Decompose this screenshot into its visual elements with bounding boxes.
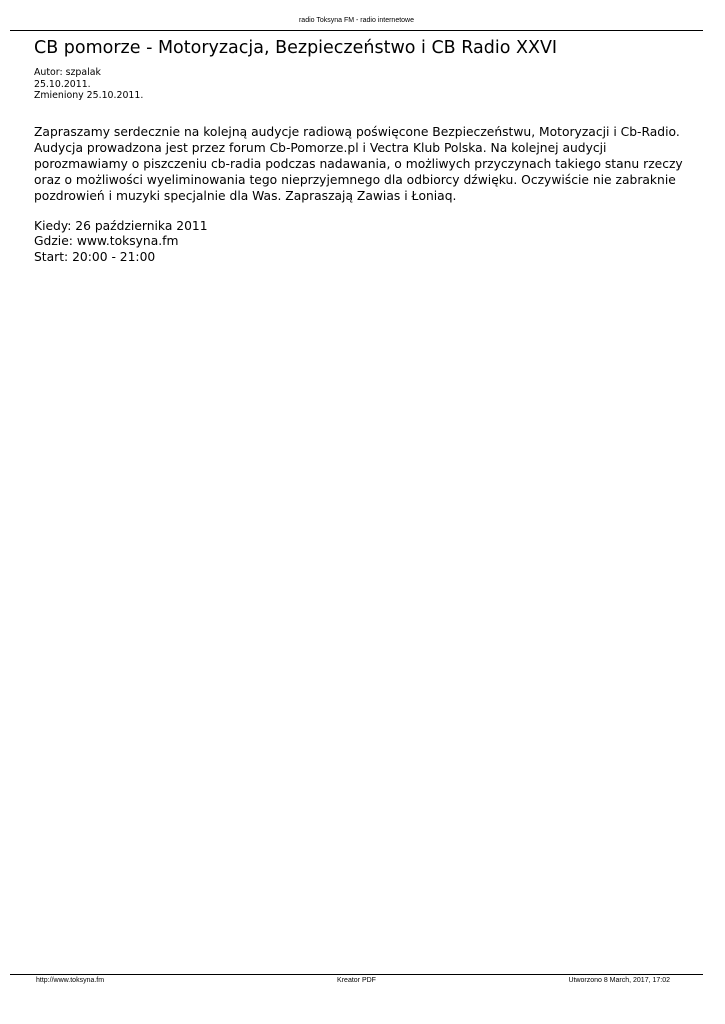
event-when: Kiedy: 26 października 2011 — [34, 218, 208, 233]
publish-date: 25.10.2011. — [34, 78, 91, 90]
footer-url: http://www.toksyna.fm — [36, 977, 105, 984]
event-where: Gdzie: www.toksyna.fm — [34, 234, 179, 248]
event-info — [34, 219, 699, 266]
article-body — [34, 124, 699, 204]
article — [34, 36, 699, 265]
event-start: Start: 20:00 - 21:00 — [34, 249, 156, 264]
page-header — [10, 14, 703, 31]
footer-created: Utworzono 8 March, 2017, 17:02 — [568, 977, 670, 984]
page-footer — [10, 974, 703, 987]
body-paragraph: Zapraszamy serdecznie na kolejną audycje radiową poświęcone Bezpieczeństwu, Motoryzacji i Cb-Radio. Audycja prowadzona jest przez forum Cb-Pomorze.pl i Vectra Klub Polska. Na kolejnej audycji porozmawiamy o piszczeniu cb-radia podczas nadawania, o możliwych przyczynach takiego stanu rzeczy oraz o możliwości wyeliminowania tego nieprzyjemnego dla odbiorcy dźwięku. Oczywiście nie zabraknie pozdrowień i muzyki specjalnie dla Was. Zapraszają Zawias i Łoniaq. — [34, 124, 683, 203]
modified-date: Zmieniony 25.10.2011. — [34, 90, 144, 101]
article-meta — [34, 67, 699, 102]
site-title: radio Toksyna FM - radio internetowe — [298, 17, 415, 24]
footer-generator: Kreator PDF — [337, 977, 376, 984]
article-title: CB pomorze - Motoryzacja, Bezpieczeństwo i CB Radio XXVI — [34, 38, 558, 58]
author-line: Autor: szpalak — [34, 67, 101, 78]
